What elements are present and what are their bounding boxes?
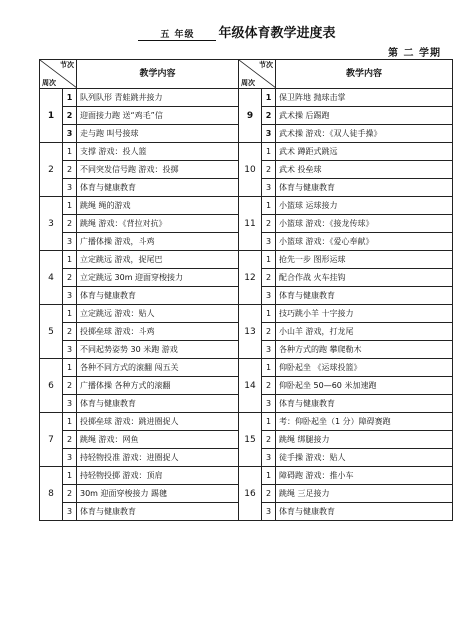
lesson-content: 30m 迎面穿梭接力 踢毽 [77,485,239,503]
table-body [40,89,453,521]
lesson-content: 保卫阵地 抛球击掌 [276,89,453,107]
lesson-number: 1 [63,197,77,215]
lesson-number: 3 [63,395,77,413]
week-number: 16 [239,467,262,521]
lesson-content: 跳绳 绑腿接力 [276,431,453,449]
lesson-number: 3 [63,179,77,197]
week-number: 1 [40,89,63,143]
lesson-content: 体育与健康教育 [276,395,453,413]
lesson-number: 2 [63,161,77,179]
lesson-number: 2 [63,269,77,287]
week-number: 7 [40,413,63,467]
lesson-number: 1 [63,143,77,161]
lesson-number: 2 [262,215,276,233]
lesson-content: 体育与健康教育 [77,503,239,521]
lesson-content: 体育与健康教育 [77,179,239,197]
lesson-number: 3 [262,395,276,413]
lesson-number: 1 [63,89,77,107]
lesson-number: 2 [262,485,276,503]
week-number: 12 [239,251,262,305]
content-header-left: 教学内容 [77,60,239,89]
week-number: 11 [239,197,262,251]
lesson-content: 跳绳 游戏：网鱼 [77,431,239,449]
lesson-number: 1 [262,413,276,431]
lesson-number: 3 [63,125,77,143]
lesson-content: 小篮球 游戏：《爱心奉献》 [276,233,453,251]
lesson-number: 3 [262,125,276,143]
semester-label: 第 二 学期 [388,48,441,59]
lesson-number: 2 [63,107,77,125]
lesson-content: 仰卧起坐 50—60 米加速跑 [276,377,453,395]
week-number: 3 [40,197,63,251]
lesson-number: 2 [262,107,276,125]
lesson-number: 2 [63,377,77,395]
lesson-content: 体育与健康教育 [276,287,453,305]
corner-top-label: 节次 [259,61,273,69]
lesson-content: 障碍跑 游戏：推小车 [276,467,453,485]
week-number: 10 [239,143,262,197]
lesson-content: 体育与健康教育 [276,179,453,197]
lesson-number: 2 [63,485,77,503]
lesson-number: 3 [63,503,77,521]
week-number: 5 [40,305,63,359]
table-row [40,359,453,377]
table-row [40,89,453,107]
lesson-number: 2 [262,377,276,395]
lesson-number: 1 [262,143,276,161]
table-row [40,197,453,215]
page-title [0,22,474,41]
lesson-content: 抢先一步 图形运球 [276,251,453,269]
lesson-content: 跳绳 绳的游戏 [77,197,239,215]
lesson-content: 投掷垒球 游戏：跳进圈捉人 [77,413,239,431]
lesson-content: 不同突发信号跑 游戏：投掷 [77,161,239,179]
lesson-content: 武术操 游戏：《双人徒手操》 [276,125,453,143]
corner-header-left [40,60,77,89]
lesson-content: 不同起势姿势 30 米跑 游戏 [77,341,239,359]
lesson-number: 3 [262,233,276,251]
lesson-content: 小山羊 游戏，打龙尾 [276,323,453,341]
lesson-number: 3 [262,179,276,197]
lesson-number: 2 [63,431,77,449]
lesson-number: 1 [262,359,276,377]
lesson-content: 立定跳远 30m 迎面穿梭接力 [77,269,239,287]
lesson-content: 走与跑 叫号接球 [77,125,239,143]
title-text: 年级体育教学进度表 [218,26,336,41]
lesson-content: 支撑 游戏：投人篮 [77,143,239,161]
table-row [40,467,453,485]
lesson-number: 3 [63,449,77,467]
lesson-number: 3 [63,287,77,305]
corner-top-label: 节次 [60,61,74,69]
lesson-content: 持轻物投掷 游戏：顶肩 [77,467,239,485]
lesson-content: 体育与健康教育 [77,395,239,413]
lesson-content: 武术 投垒球 [276,161,453,179]
lesson-number: 1 [262,251,276,269]
lesson-content: 广播体操 游戏，斗鸡 [77,233,239,251]
corner-header-right [239,60,276,89]
week-number: 15 [239,413,262,467]
lesson-content: 小篮球 运球接力 [276,197,453,215]
lesson-number: 2 [262,161,276,179]
week-number: 6 [40,359,63,413]
lesson-number: 2 [63,215,77,233]
lesson-content: 体育与健康教育 [77,287,239,305]
lesson-content: 配合作战 火车挂钩 [276,269,453,287]
week-number: 8 [40,467,63,521]
lesson-number: 2 [63,323,77,341]
week-number: 14 [239,359,262,413]
lesson-number: 3 [262,503,276,521]
lesson-content: 考：仰卧起坐（1 分）障碍赛跑 [276,413,453,431]
lesson-content: 武术 蹲距式跳远 [276,143,453,161]
lesson-number: 3 [262,341,276,359]
lesson-content: 迎面接力跑 送“鸡毛”信 [77,107,239,125]
week-number: 13 [239,305,262,359]
lesson-number: 1 [262,467,276,485]
week-number: 4 [40,251,63,305]
content-header-right: 教学内容 [276,60,453,89]
lesson-number: 1 [262,305,276,323]
lesson-number: 1 [63,467,77,485]
lesson-content: 立定跳远 游戏：贴人 [77,305,239,323]
lesson-content: 技巧跳小羊 十字接力 [276,305,453,323]
lesson-content: 武术操 后踢跑 [276,107,453,125]
lesson-number: 1 [63,251,77,269]
lesson-number: 1 [262,197,276,215]
lesson-content: 跳绳 游戏：《背拉对抗》 [77,215,239,233]
lesson-content: 投掷垒球 游戏：斗鸡 [77,323,239,341]
lesson-content: 各种不同方式的滚翻 闯五关 [77,359,239,377]
lesson-number: 2 [262,323,276,341]
lesson-number: 3 [262,449,276,467]
lesson-number: 3 [63,233,77,251]
lesson-content: 队列队形 青蛙跳井接力 [77,89,239,107]
week-number: 2 [40,143,63,197]
lesson-number: 3 [262,287,276,305]
lesson-number: 2 [262,269,276,287]
lesson-content: 持轻物投准 游戏：进圈捉人 [77,449,239,467]
lesson-content: 小篮球 游戏：《接龙传球》 [276,215,453,233]
lesson-content: 跳绳 三足接力 [276,485,453,503]
lesson-number: 1 [63,305,77,323]
schedule-table [39,59,453,521]
table-row [40,251,453,269]
lesson-number: 1 [63,413,77,431]
lesson-content: 徒手操 游戏：贴人 [276,449,453,467]
lesson-number: 1 [63,359,77,377]
lesson-content: 广播体操 各种方式的滚翻 [77,377,239,395]
week-number: 9 [239,89,262,143]
table-row [40,413,453,431]
grade-fill: 五 年级 [138,27,216,41]
lesson-content: 各种方式的跑 攀爬勒木 [276,341,453,359]
lesson-number: 1 [262,89,276,107]
lesson-number: 2 [262,431,276,449]
lesson-number: 3 [63,341,77,359]
corner-bottom-label: 周次 [241,79,255,87]
table-row [40,143,453,161]
lesson-content: 立定跳远 游戏，捉尾巴 [77,251,239,269]
lesson-content: 仰卧起坐 《运球投篮》 [276,359,453,377]
table-row [40,305,453,323]
corner-bottom-label: 周次 [42,79,56,87]
lesson-content: 体育与健康教育 [276,503,453,521]
